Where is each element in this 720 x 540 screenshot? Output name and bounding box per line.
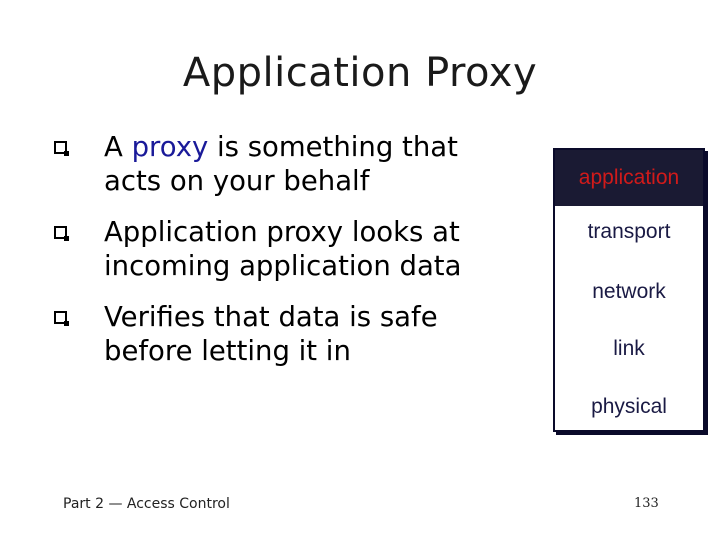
- bullet-text: Application proxy looks at incoming application data: [104, 216, 462, 282]
- bullet-item: [50, 215, 510, 283]
- layer-physical: physical: [591, 395, 667, 418]
- footer-course: Part 2 — Access Control: [63, 496, 230, 512]
- square-bullet-icon: [54, 226, 67, 239]
- slide-title: Application Proxy: [182, 50, 538, 96]
- keyword-proxy: proxy: [131, 131, 209, 163]
- layer-link: link: [613, 337, 645, 360]
- layer-network: network: [592, 280, 666, 303]
- protocol-stack-diagram: [553, 148, 705, 432]
- layer-application: application: [555, 150, 703, 206]
- page-number: 133: [634, 496, 659, 511]
- bullet-text-pre: A: [104, 131, 132, 163]
- square-bullet-icon: [54, 311, 67, 324]
- square-bullet-icon: [54, 141, 67, 154]
- bullet-text: Verifies that data is safe before letting it in: [104, 301, 438, 367]
- layer-transport: transport: [587, 220, 671, 243]
- bullet-item: [50, 130, 510, 198]
- bullet-text-post: is something that acts on your behalf: [104, 131, 458, 197]
- bullet-list: [50, 130, 510, 385]
- bullet-item: [50, 300, 510, 368]
